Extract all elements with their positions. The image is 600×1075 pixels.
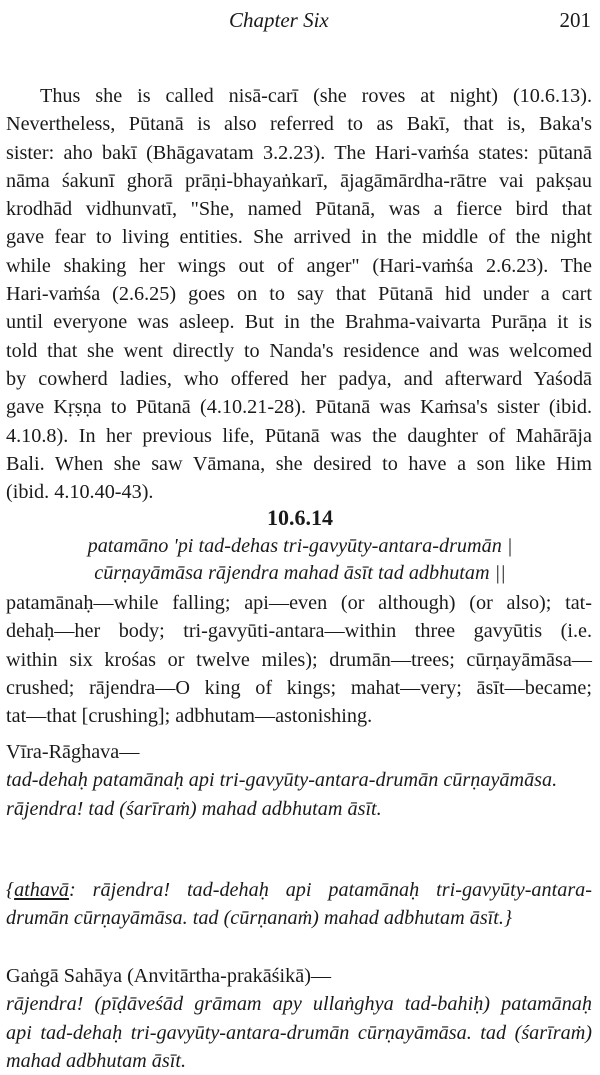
verse-line-2: cūrṇayāmāsa rājendra mahad āsīt tad adbhutam || [94, 562, 506, 584]
text-line: Nevertheless, Pūtanā is also referred to as Bakī, that is, Baka's [6, 113, 592, 136]
text-line: within six krośas or twelve miles); drumān—trees; cūrṇayāmāsa— [6, 648, 592, 671]
commentary-line: tad-dehaḥ patamānaḥ api tri-gavyūty-antara-drumān cūrṇayāmāsa. [6, 769, 558, 792]
commentary-source: Gaṅgā Sahāya (Anvitārtha-prakāśikā)— [6, 965, 332, 987]
brace-open: { [6, 879, 15, 901]
page-number: 201 [559, 8, 591, 32]
commentary-line: rājendra! tad (śarīraṁ) mahad adbhutam āsīt. [6, 797, 382, 820]
alternate-keyword: athavā [14, 879, 70, 901]
commentary-line: api tad-dehaḥ tri-gavyūty-antara-drumān cūrṇayāmāsa. tad (śarīraṁ) [6, 1021, 592, 1044]
commentary-line: mahad adbhutam āsīt. [6, 1049, 187, 1072]
word-synonyms [6, 589, 592, 730]
text-line: by cowherd ladies, who offered her padya, and afterward Yaśodā [6, 367, 592, 390]
commentary-text: : rājendra! tad-dehaḥ api patamānaḥ tri-gavyūty-antara- [69, 879, 592, 901]
text-line: patamānaḥ—while falling; api—even (or although) (or also); tat- [6, 592, 592, 614]
text-line: told that she went directly to Nanda's residence and was welcomed [6, 339, 592, 362]
running-head: Chapter Six [229, 8, 329, 32]
text-line: while shaking her wings out of anger" (Hari-vaṁśa 2.6.23). The [6, 254, 592, 277]
text-line: gave Kṛṣṇa to Pūtanā (4.10.21-28). Pūtanā was Kaṁsa's sister (ibid. [6, 396, 592, 419]
verse-block [0, 503, 600, 587]
verse-line-1: patamāno 'pi tad-dehas tri-gavyūty-antara-drumān | [87, 535, 513, 557]
text-line: tat—that [crushing]; adbhutam—astonishing. [6, 705, 373, 728]
commentary-line: drumān cūrṇayāmāsa. tad (cūrṇanaṁ) mahad adbhutam āsīt.} [6, 907, 513, 930]
text-line: Hari-vaṁśa (2.6.25) goes on to say that Pūtanā hid under a cart [6, 283, 592, 306]
text-line: crushed; rājendra—O king of kings; mahat—very; āsīt—became; [6, 676, 592, 699]
text-line: (ibid. 4.10.40-43). [6, 481, 154, 504]
intro-paragraph [6, 82, 592, 506]
verse-number: 10.6.14 [267, 505, 333, 530]
commentary-alternate [6, 876, 592, 933]
commentary-line [6, 876, 592, 904]
text-line: Thus she is called nisā-carī (she roves at night) (10.6.13). [40, 85, 592, 107]
text-line: sister: aho bakī (Bhāgavatam 3.2.23). The Hari-vaṁśa states: pūtanā [6, 141, 592, 164]
commentary-vira-raghava [6, 738, 592, 823]
text-line: until everyone was asleep. But in the Brahma-vaivarta Purāṇa it is [6, 311, 592, 334]
text-line: gave fear to living entities. She arrived in the middle of the night [6, 226, 592, 249]
text-line: nāma śakunī ghorā prāṇi-bhayaṅkarī, ājagāmārdha-rātre vai pakṣau [6, 169, 592, 192]
commentary-ganga-sahaya [6, 962, 592, 1075]
text-line: 4.10.8). In her previous life, Pūtanā was the daughter of Mahārāja [6, 424, 592, 447]
text-line: dehaḥ—her body; tri-gavyūti-antara—within three gavyūtis (i.e. [6, 620, 592, 643]
commentary-line: rājendra! (pīḍāveśād grāmam apy ullaṅghya tad-bahiḥ) patamānaḥ [6, 993, 592, 1016]
text-line: krodhād vidhunvatī, "She, named Pūtanā, was a fierce bird that [6, 198, 592, 221]
page-header [0, 8, 600, 38]
commentary-source: Vīra-Rāghava— [6, 741, 140, 763]
text-line: Bali. When she saw Vāmana, she desired to have a son like Him [6, 452, 592, 475]
